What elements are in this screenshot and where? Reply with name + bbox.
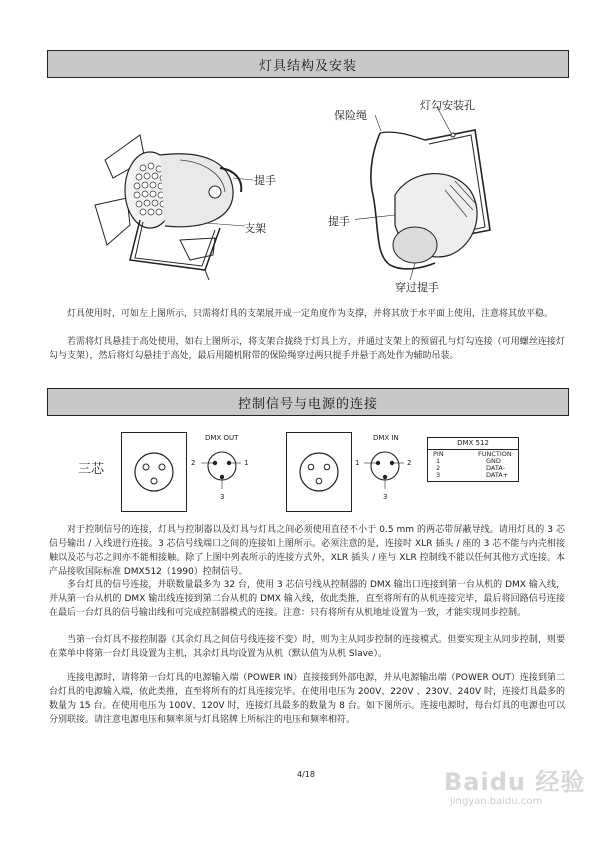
dmx512-title: DMX 512 [428,439,518,450]
pin-2-label: 2 [407,459,412,467]
fixture-floor-illustration [85,120,300,280]
paragraph-signal-wiring: 对于控制信号的连接，灯具与控制器以及灯具与灯具之间必须使用直径不小于 0.5 mm 的两芯带屏蔽导线。请用灯具的 3 芯信号输出 / 入线进行连接。3 芯信号线端口之间的连接如上图所示。必须注意的是，连接时 XLR 插头 / 座的 3 芯不能与内壳相接触以及芯与芯之间亦不能相接触。除了上图中列表所示的连接方式外，XLR 插头 / 座与 XLR 控制线不能以任何其他方式连接。本产品接收国际标准 DMX512（1990）控制信号。 [49,525,565,577]
pin-1-label: 1 [355,459,360,467]
pin-1-label: 1 [244,459,249,467]
section-title-text: 控制信号与电源的连接 [237,396,378,412]
dmx512-header-function: FUNCTION [478,450,512,458]
dmx-out-plug-icon [195,445,250,495]
section-title-structure-installation [47,50,569,78]
baidu-watermark [440,762,600,812]
paragraph-floor-use: 灯具使用时，可如左上图所示，只需将灯具的支架展开成一定角度作为支撑，并将其放于水平面上使用，注意将其放平稳。 [67,309,554,319]
label-handle-right: 提手 [328,215,350,228]
label-hook-hole: 灯勾安装孔 [420,99,475,112]
dmx512-header-pin: PIN [433,450,444,458]
label-safety-rope: 保险绳 [334,109,367,122]
watermark-logo-text: Baidu 经验 [444,768,586,796]
dmx512-row-function: DATA- [486,464,505,472]
dmx512-row-function: GND [486,457,501,465]
dmx512-row-pin: 3 [436,471,441,479]
watermark-url: jingyan.baidu.com [450,796,543,807]
xlr-socket-box-1 [121,432,187,512]
page-number: 4/18 [297,770,315,779]
label-dmx-in: DMX IN [373,434,399,442]
dmx512-row-function: DATA+ [486,471,509,479]
pin-2-label: 2 [191,459,196,467]
paragraph-power-connection: 连接电源时，请将第一台灯具的电源输入端（POWER IN）直接接到外部电源，并从电源输出端（POWER OUT）连接到第二台灯具的电源输入端，依此类推，直至将所有的灯具连接完毕。在使用电压为 200V、220V 、230V、240V 时，连接灯具最多的数量为 15 台。在使用电压为 100V、120V 时，连接灯具最多的数量为 8 台。如下图所示。连接电源时，每台灯具的电源也可以分别联接。请注意电源电压和频率须与灯具铭牌上所标注的电压和频率相符。 [49,673,565,725]
dmx512-row-pin: 2 [436,464,441,472]
pin-3-label: 3 [220,493,225,501]
label-handle-left: 提手 [254,174,276,187]
pin-3-label: 3 [383,493,388,501]
paragraph-master-slave: 当第一台灯具不接控制器（其余灯具之间信号线连接不变）时，则为主从同步控制的连接模式。但要实现主从同步控制，则要在菜单中将第一台灯具设置为主机，其余灯具均设置为从机（默认值为从机 Slave）。 [49,635,565,659]
dmx-in-plug-icon [358,445,413,495]
label-bracket: 支架 [244,222,266,235]
paragraph-hanging-use: 若需将灯具悬挂于高处使用，如右上图所示，将支架合拢绕于灯具上方，并通过支架上的预留孔与灯勾连接（可用螺丝连接灯勾与支架），然后将灯勾悬挂于高处，最后用随机附带的保险绳穿过两只提手并悬于高处作为辅助吊装。 [49,337,565,361]
section-title-text: 灯具结构及安装 [258,58,357,74]
section-title-signal-power [47,388,569,416]
label-through-handle: 穿过提手 [395,281,439,294]
label-dmx-out: DMX OUT [205,434,239,442]
dmx512-row-pin: 1 [436,457,441,465]
xlr-socket-box-2 [286,432,352,512]
xlr-plug-face-icon [287,433,351,511]
dmx512-pin-table [427,437,519,482]
label-three-core: 三芯 [78,462,105,477]
xlr-socket-face-icon [122,433,186,511]
fixture-hanging-illustration [355,95,515,290]
paragraph-multi-fixture: 多台灯具的信号连接，并联数量最多为 32 台，使用 3 芯信号线从控制器的 DMX 输出口连接到第一台从机的 DMX 输入线，并从第一台从机的 DMX 输出线连接到第二台从机的 DMX 输入线，依此类推，直至将所有的从机连接完毕，最后将回路信号连接在最后一台灯具的信号输出线和可完成控制器模式的连接。注意：只有将所有从机地址设置为一致，才能实现同步控制。 [49,580,565,618]
